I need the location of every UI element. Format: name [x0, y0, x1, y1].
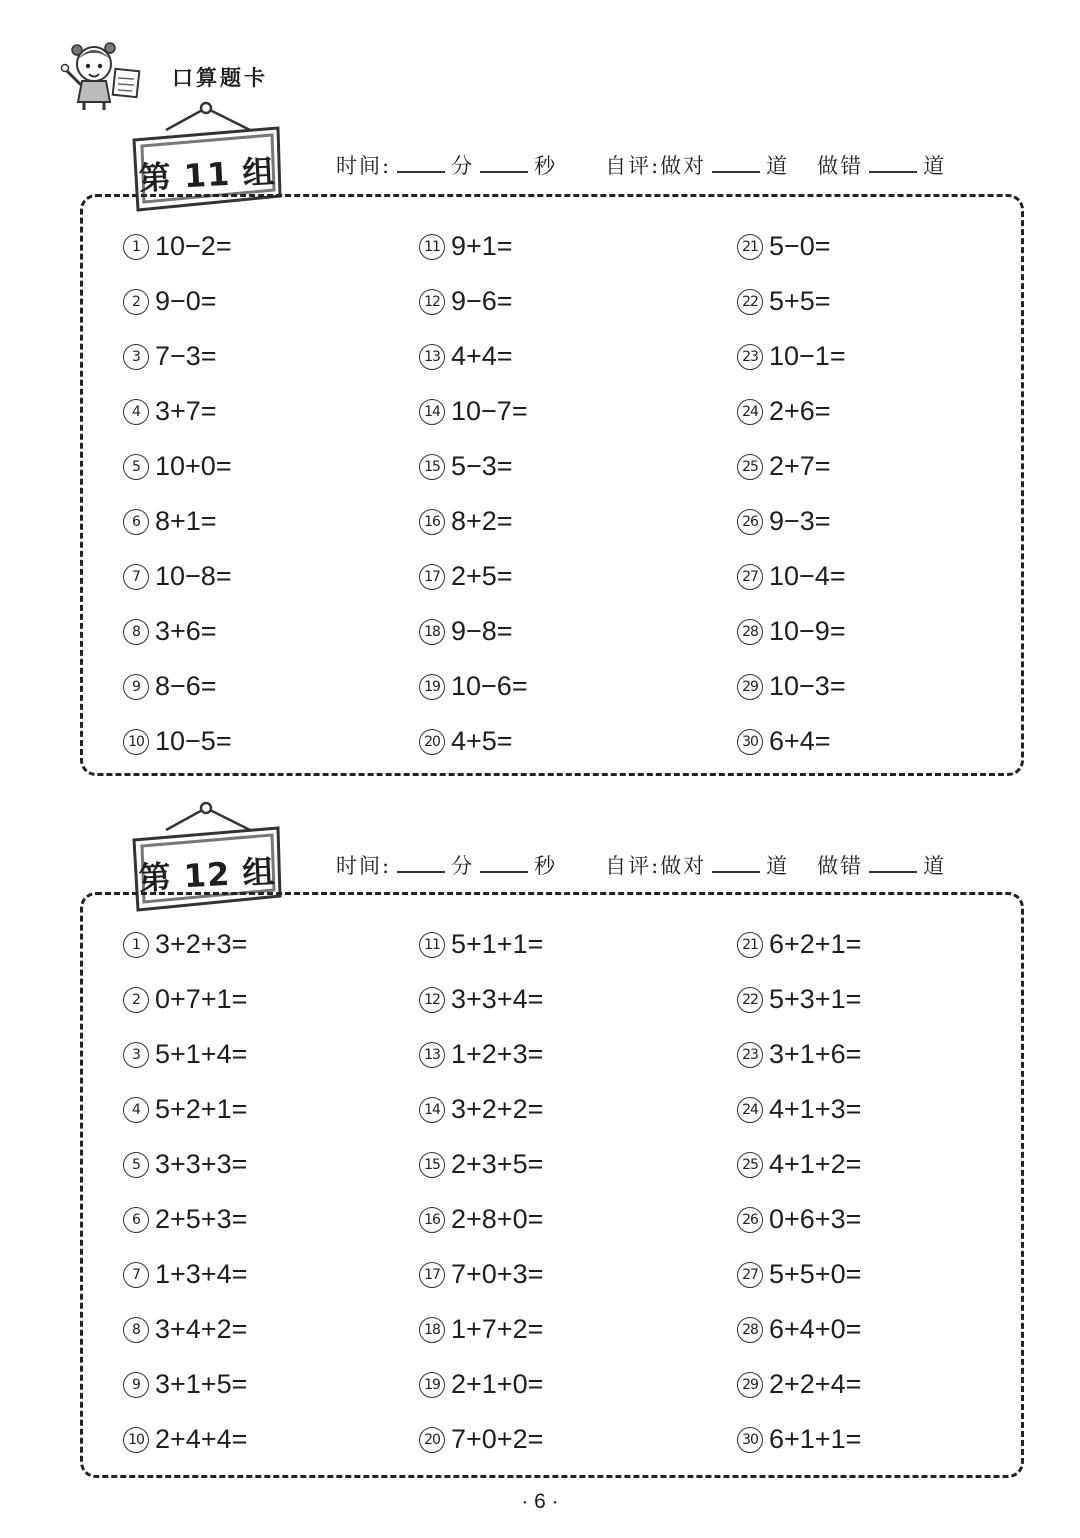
problem-item	[737, 384, 846, 439]
problem-item	[737, 1027, 861, 1082]
problem-column	[737, 917, 861, 1467]
problem-item	[123, 1302, 247, 1357]
problem-item	[123, 972, 247, 1027]
problem-box	[80, 892, 1024, 1478]
problem-expression: 6+4+0=	[769, 1314, 862, 1344]
problem-number: 9	[123, 674, 149, 700]
problem-number: 18	[419, 619, 445, 645]
problem-expression: 10−6=	[451, 671, 528, 701]
page-number: · 6 ·	[521, 1490, 559, 1513]
problem-column	[419, 219, 528, 769]
problem-number: 23	[737, 344, 763, 370]
problem-item	[419, 972, 543, 1027]
problem-item	[419, 604, 528, 659]
problem-item	[419, 384, 528, 439]
problem-item	[737, 714, 846, 769]
problem-number: 6	[123, 509, 149, 535]
problem-expression: 10−9=	[769, 616, 846, 646]
problem-expression: 0+6+3=	[769, 1204, 862, 1234]
minutes-blank	[397, 153, 445, 173]
problem-expression: 3+1+6=	[769, 1039, 862, 1069]
problem-expression: 2+7=	[769, 451, 831, 481]
problem-number: 16	[419, 1207, 445, 1233]
problem-item	[419, 329, 528, 384]
problem-expression: 10−8=	[155, 561, 232, 591]
problem-item	[123, 219, 232, 274]
problem-item	[123, 1027, 247, 1082]
problem-item	[737, 1137, 861, 1192]
wrong-count-blank	[869, 853, 917, 873]
problem-expression: 2+1+0=	[451, 1369, 544, 1399]
problem-number: 30	[737, 729, 763, 755]
problem-number: 26	[737, 1207, 763, 1233]
problem-item	[419, 1082, 543, 1137]
problem-number: 25	[737, 1152, 763, 1178]
problem-item	[419, 1027, 543, 1082]
problem-item	[737, 329, 846, 384]
problem-item	[123, 329, 232, 384]
problem-expression: 9+1=	[451, 231, 513, 261]
problem-expression: 10+0=	[155, 451, 232, 481]
problem-item	[419, 1302, 543, 1357]
problem-number: 5	[123, 454, 149, 480]
problem-expression: 7−3=	[155, 341, 217, 371]
problem-item	[419, 917, 543, 972]
problem-item	[123, 1357, 247, 1412]
problem-item	[419, 274, 528, 329]
problem-number: 27	[737, 564, 763, 590]
problem-number: 25	[737, 454, 763, 480]
problem-number: 8	[123, 619, 149, 645]
problem-expression: 2+5=	[451, 561, 513, 591]
wrong-label: 做错	[817, 854, 864, 878]
seconds-blank	[480, 153, 528, 173]
problem-item	[737, 972, 861, 1027]
problem-expression: 10−4=	[769, 561, 846, 591]
problem-expression: 4+5=	[451, 726, 513, 756]
problem-number: 15	[419, 1152, 445, 1178]
problem-number: 11	[419, 932, 445, 958]
time-label: 时间:	[336, 154, 392, 178]
problem-expression: 5−3=	[451, 451, 513, 481]
problem-number: 4	[123, 1097, 149, 1123]
self-eval-label: 自评:做对	[605, 854, 707, 878]
problem-number: 30	[737, 1427, 763, 1453]
problem-item	[737, 917, 861, 972]
problem-expression: 8+2=	[451, 506, 513, 536]
problem-expression: 2+2+4=	[769, 1369, 862, 1399]
problem-expression: 4+4=	[451, 341, 513, 371]
problem-number: 14	[419, 399, 445, 425]
problem-number: 1	[123, 234, 149, 260]
problem-number: 24	[737, 1097, 763, 1123]
problem-number: 11	[419, 234, 445, 260]
problem-number: 22	[737, 289, 763, 315]
problem-item	[419, 1137, 543, 1192]
problem-item	[737, 604, 846, 659]
problem-item	[123, 549, 232, 604]
problem-item	[737, 549, 846, 604]
problem-expression: 10−1=	[769, 341, 846, 371]
problem-item	[123, 494, 232, 549]
problem-column	[737, 219, 846, 769]
problem-expression: 5+3+1=	[769, 984, 862, 1014]
problem-expression: 7+0+2=	[451, 1424, 544, 1454]
problem-number: 15	[419, 454, 445, 480]
problem-item	[123, 1412, 247, 1467]
problem-item	[123, 714, 232, 769]
problem-expression: 3+1+5=	[155, 1369, 248, 1399]
problem-item	[123, 439, 232, 494]
problem-item	[737, 659, 846, 714]
problem-number: 21	[737, 234, 763, 260]
problem-expression: 2+4+4=	[155, 1424, 248, 1454]
problem-number: 20	[419, 1427, 445, 1453]
problem-expression: 2+5+3=	[155, 1204, 248, 1234]
score-line	[336, 150, 946, 180]
problem-number: 10	[123, 729, 149, 755]
problem-number: 1	[123, 932, 149, 958]
problem-expression: 9−0=	[155, 286, 217, 316]
problem-item	[419, 219, 528, 274]
problem-expression: 3+4+2=	[155, 1314, 248, 1344]
problem-item	[123, 917, 247, 972]
problem-number: 13	[419, 344, 445, 370]
problem-expression: 1+2+3=	[451, 1039, 544, 1069]
minutes-blank	[397, 853, 445, 873]
problem-item	[419, 1192, 543, 1247]
problem-number: 2	[123, 289, 149, 315]
problem-expression: 9−3=	[769, 506, 831, 536]
problem-expression: 6+1+1=	[769, 1424, 862, 1454]
score-line	[336, 850, 946, 880]
problem-number: 21	[737, 932, 763, 958]
problem-number: 20	[419, 729, 445, 755]
book-title: 口算题卡	[172, 66, 268, 90]
problem-expression: 10−2=	[155, 231, 232, 261]
problem-expression: 3+3+4=	[451, 984, 544, 1014]
problem-item	[737, 1302, 861, 1357]
problem-number: 6	[123, 1207, 149, 1233]
problem-item	[737, 1192, 861, 1247]
problem-expression: 9−8=	[451, 616, 513, 646]
minute-label: 分	[451, 854, 475, 878]
time-label: 时间:	[336, 854, 392, 878]
problem-number: 3	[123, 344, 149, 370]
problem-number: 17	[419, 1262, 445, 1288]
problem-expression: 7+0+3=	[451, 1259, 544, 1289]
problem-number: 18	[419, 1317, 445, 1343]
problem-number: 9	[123, 1372, 149, 1398]
unit-label: 道	[923, 154, 947, 178]
problem-expression: 2+8+0=	[451, 1204, 544, 1234]
problem-expression: 5+5+0=	[769, 1259, 862, 1289]
problem-item	[123, 604, 232, 659]
problem-expression: 8+1=	[155, 506, 217, 536]
problem-item	[419, 549, 528, 604]
problem-expression: 10−5=	[155, 726, 232, 756]
problem-expression: 10−3=	[769, 671, 846, 701]
problem-number: 4	[123, 399, 149, 425]
problem-column	[123, 219, 232, 769]
problem-item	[737, 1357, 861, 1412]
problem-number: 7	[123, 1262, 149, 1288]
correct-count-blank	[712, 153, 760, 173]
problem-expression: 3+3+3=	[155, 1149, 248, 1179]
problem-item	[419, 659, 528, 714]
problem-number: 10	[123, 1427, 149, 1453]
problem-expression: 6+2+1=	[769, 929, 862, 959]
problem-expression: 4+1+2=	[769, 1149, 862, 1179]
problem-number: 17	[419, 564, 445, 590]
problem-item	[737, 219, 846, 274]
problem-number: 29	[737, 1372, 763, 1398]
problem-item	[123, 274, 232, 329]
problem-item	[737, 494, 846, 549]
problem-number: 13	[419, 1042, 445, 1068]
second-label: 秒	[534, 154, 558, 178]
self-eval-label: 自评:做对	[605, 154, 707, 178]
correct-count-blank	[712, 853, 760, 873]
wrong-count-blank	[869, 153, 917, 173]
problem-item	[419, 1412, 543, 1467]
second-label: 秒	[534, 854, 558, 878]
unit-label: 道	[923, 854, 947, 878]
problem-expression: 1+7+2=	[451, 1314, 544, 1344]
problem-item	[737, 1412, 861, 1467]
problem-expression: 4+1+3=	[769, 1094, 862, 1124]
problem-number: 29	[737, 674, 763, 700]
problem-expression: 5+2+1=	[155, 1094, 248, 1124]
problem-item	[123, 659, 232, 714]
group-title: 第 11 组	[137, 152, 277, 198]
problem-expression: 3+6=	[155, 616, 217, 646]
problem-column	[123, 917, 247, 1467]
problem-expression: 5+1+4=	[155, 1039, 248, 1069]
problem-number: 23	[737, 1042, 763, 1068]
problem-item	[123, 384, 232, 439]
minute-label: 分	[451, 154, 475, 178]
problem-expression: 5+1+1=	[451, 929, 544, 959]
problem-item	[737, 1247, 861, 1302]
problem-item	[419, 714, 528, 769]
problem-number: 12	[419, 289, 445, 315]
problem-number: 19	[419, 1372, 445, 1398]
problem-number: 26	[737, 509, 763, 535]
problem-expression: 9−6=	[451, 286, 513, 316]
problem-expression: 5+5=	[769, 286, 831, 316]
problem-number: 7	[123, 564, 149, 590]
group-title: 第 12 组	[137, 852, 277, 898]
problem-expression: 6+4=	[769, 726, 831, 756]
problem-expression: 8−6=	[155, 671, 217, 701]
problem-item	[123, 1137, 247, 1192]
problem-expression: 2+6=	[769, 396, 831, 426]
seconds-blank	[480, 853, 528, 873]
problem-number: 8	[123, 1317, 149, 1343]
problem-number: 22	[737, 987, 763, 1013]
problem-number: 16	[419, 509, 445, 535]
problem-box	[80, 194, 1024, 776]
problem-item	[737, 439, 846, 494]
problem-expression: 0+7+1=	[155, 984, 248, 1014]
problem-expression: 5−0=	[769, 231, 831, 261]
problem-item	[737, 1082, 861, 1137]
problem-item	[123, 1247, 247, 1302]
problem-expression: 1+3+4=	[155, 1259, 248, 1289]
problem-expression: 3+2+2=	[451, 1094, 544, 1124]
problem-item	[737, 274, 846, 329]
problem-item	[419, 1357, 543, 1412]
problem-item	[123, 1082, 247, 1137]
wrong-label: 做错	[817, 154, 864, 178]
problem-column	[419, 917, 543, 1467]
unit-label: 道	[766, 154, 790, 178]
problem-number: 24	[737, 399, 763, 425]
problem-number: 14	[419, 1097, 445, 1123]
unit-label: 道	[766, 854, 790, 878]
problem-number: 3	[123, 1042, 149, 1068]
problem-expression: 3+7=	[155, 396, 217, 426]
problem-number: 28	[737, 1317, 763, 1343]
problem-number: 2	[123, 987, 149, 1013]
problem-number: 28	[737, 619, 763, 645]
problem-number: 12	[419, 987, 445, 1013]
problem-number: 19	[419, 674, 445, 700]
problem-expression: 2+3+5=	[451, 1149, 544, 1179]
problem-expression: 10−7=	[451, 396, 528, 426]
problem-item	[419, 1247, 543, 1302]
problem-item	[419, 439, 528, 494]
problem-expression: 3+2+3=	[155, 929, 248, 959]
problem-item	[123, 1192, 247, 1247]
problem-number: 27	[737, 1262, 763, 1288]
problem-number: 5	[123, 1152, 149, 1178]
problem-item	[419, 494, 528, 549]
